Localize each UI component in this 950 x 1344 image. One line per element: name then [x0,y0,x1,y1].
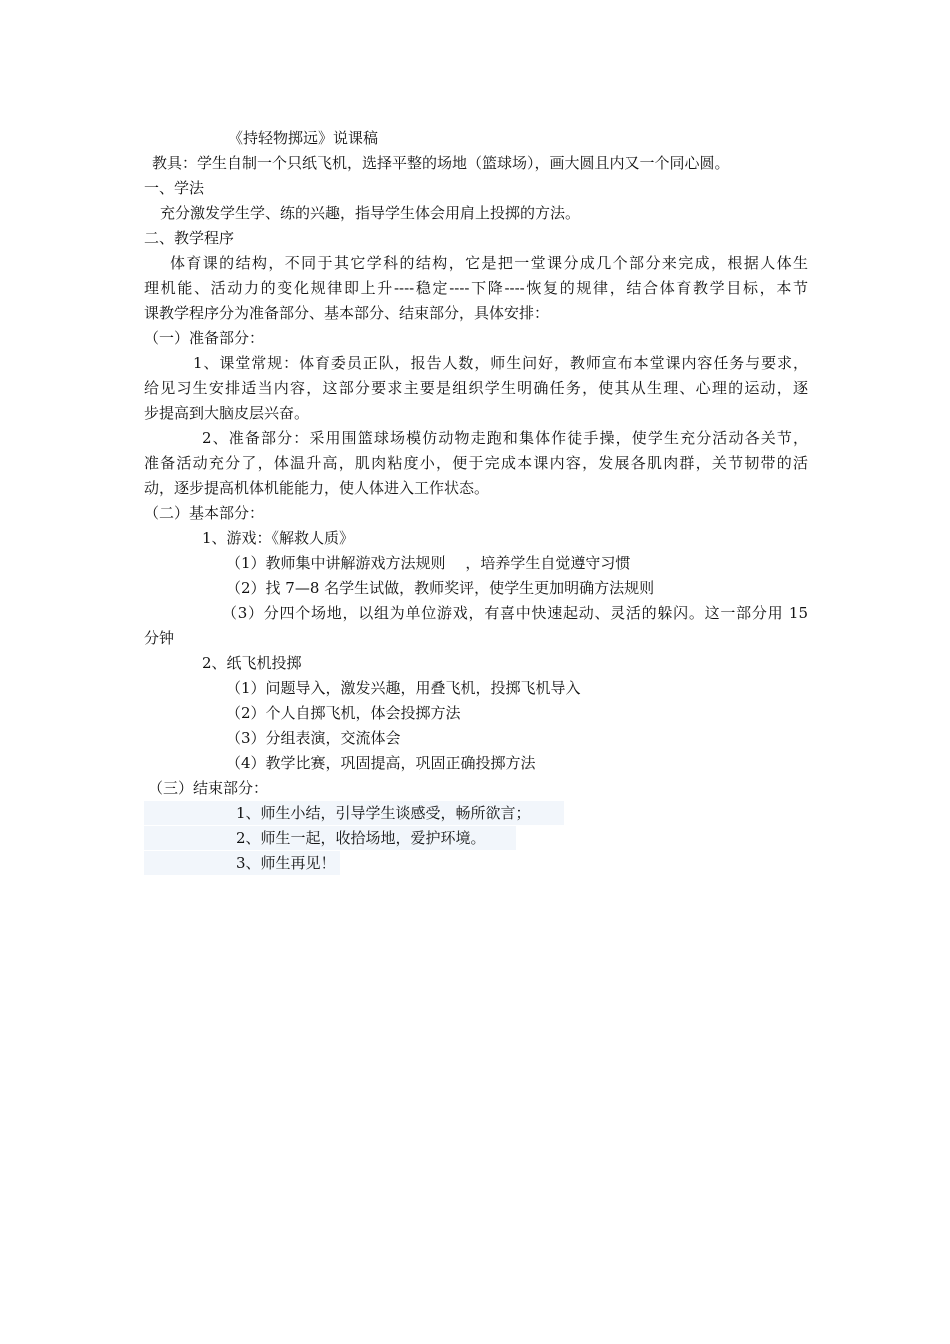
paragraph-line: 理机能、活动力的变化规律即上升----稳定----下降----恢复的规律，结合体育教学目标，本节 [144,279,808,297]
part-heading-basic: （二）基本部分： [144,504,265,522]
paragraph-line: 1、课堂常规：体育委员正队，报告人数，师生问好，教师宣布本堂课内容任务与要求， [193,354,808,372]
list-item: （2）个人自掷飞机，体会投掷方法 [226,704,461,722]
list-item: 2、师生一起，收拾场地，爱护环境。 [144,826,516,850]
paragraph-line: 体育课的结构，不同于其它学科的结构，它是把一堂课分成几个部分来完成，根据人体生 [170,254,808,272]
plane-heading: 2、纸飞机投掷 [202,654,302,672]
paragraph-line: 动，逐步提高机体机能能力，使人体进入工作状态。 [144,479,490,497]
list-item: （3）分组表演，交流体会 [226,729,401,747]
document-title: 《持轻物掷远》说课稿 [228,129,379,147]
paragraph-line: 给见习生安排适当内容，这部分要求主要是组织学生明确任务，使其从生理、心理的运动，逐 [144,379,808,397]
section-heading-teaching-procedure: 二、教学程序 [144,229,235,247]
part-heading-ending: （三）结束部分： [148,779,269,797]
list-item: 1、师生小结，引导学生谈感受，畅所欲言； [144,801,564,825]
game-heading: 1、游戏：《解救人质》 [202,529,355,547]
list-item: （2）找 7—8 名学生试做，教师奖评，使学生更加明确方法规则 [226,579,655,597]
list-item: 3、师生再见！ [144,851,340,875]
section-heading-study-method: 一、学法 [144,179,205,197]
list-item: （4）教学比赛，巩固提高，巩固正确投掷方法 [226,754,536,772]
paragraph-line: 准备活动充分了，体温升高，肌肉粘度小，便于完成本课内容，发展各肌肉群，关节韧带的活 [144,454,808,472]
list-item: （1）教师集中讲解游戏方法规则 ，培养学生自觉遵守习惯 [226,554,631,572]
paragraph-line: 课教学程序分为准备部分、基本部分、结束部分，具体安排： [144,304,550,322]
list-item: （1）问题导入，激发兴趣，用叠飞机，投掷飞机导入 [226,679,581,697]
list-item: （3）分四个场地，以组为单位游戏，有喜中快速起动、灵活的躲闪。这一部分用 15 [222,604,808,622]
part-heading-preparation: （一）准备部分： [144,329,265,347]
equipment-line: 教具：学生自制一个只纸飞机，选择平整的场地（篮球场），画大圆且内又一个同心圆。 [152,154,730,172]
paragraph-line: 2、准备部分：采用围篮球场模仿动物走跑和集体作徒手操，使学生充分活动各关节， [202,429,808,447]
paragraph-line: 步提高到大脑皮层兴奋。 [144,404,310,422]
study-method-text: 充分激发学生学、练的兴趣，指导学生体会用肩上投掷的方法。 [160,204,581,222]
list-item-continuation: 分钟 [144,629,175,647]
